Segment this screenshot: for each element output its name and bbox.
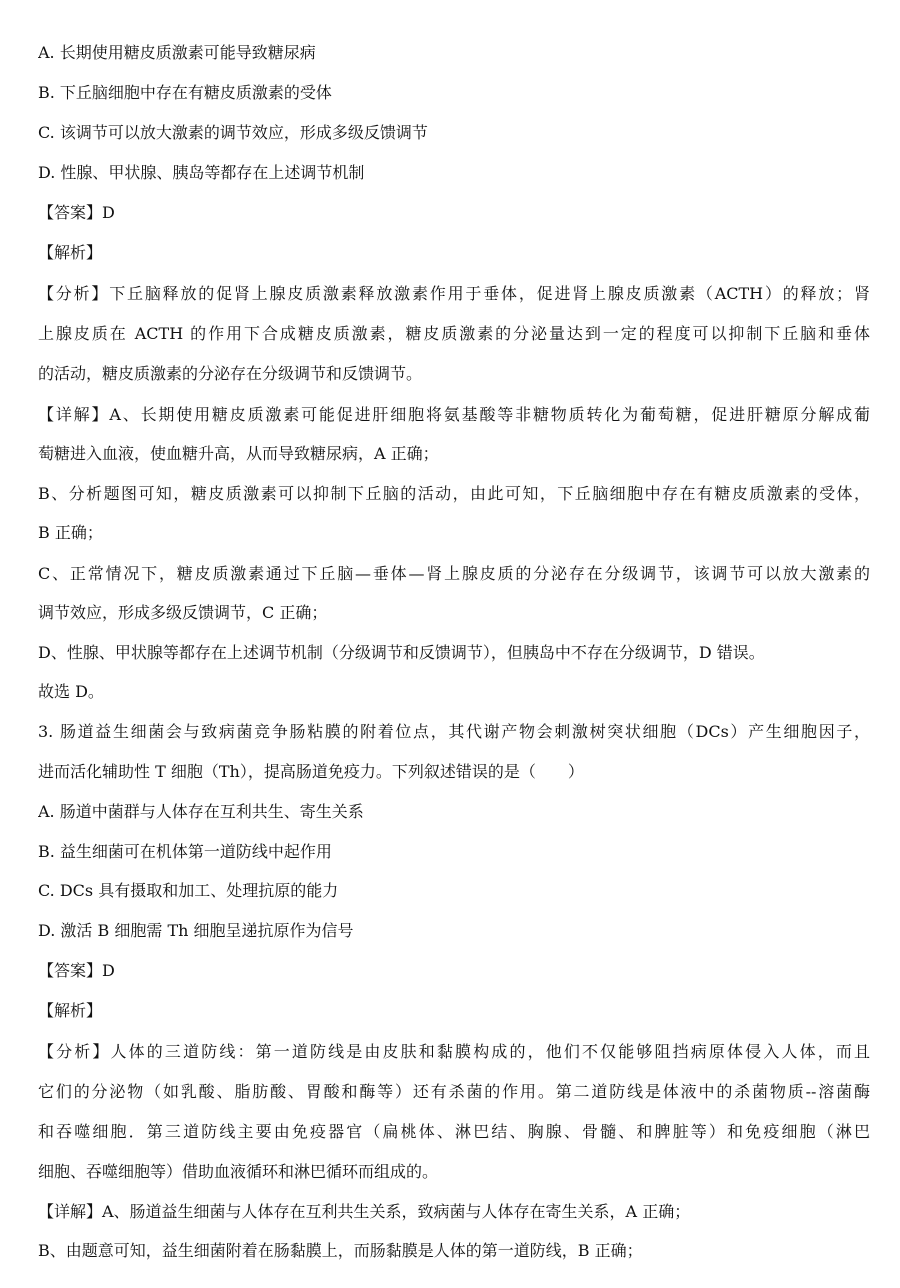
q3-fenxi-line-2: 它们的分泌物（如乳酸、脂肪酸、胃酸和酶等）还有杀菌的作用。第二道防线是体液中的杀菌物质--溶菌酶 (38, 1082, 870, 1101)
q2-xiangjie-line-3: B、分析题图可知，糖皮质激素可以抑制下丘脑的活动，由此可知，下丘脑细胞中存在有糖皮质激素的受体， (38, 484, 870, 503)
q2-xiangjie-line-7: D、性腺、甲状腺等都存在上述调节机制（分级调节和反馈调节），但胰岛中不存在分级调节，D 错误。 (38, 643, 765, 662)
q3-answer: 【答案】D (38, 961, 115, 980)
q2-fenxi-line-3: 的活动，糖皮质激素的分泌存在分级调节和反馈调节。 (38, 364, 423, 383)
q2-option-b: B. 下丘脑细胞中存在有糖皮质激素的受体 (38, 83, 332, 102)
q2-xiangjie-line-8: 故选 D。 (38, 682, 104, 701)
q3-analysis-header: 【解析】 (38, 1001, 103, 1020)
q2-fenxi-line-1: 【分析】下丘脑释放的促肾上腺皮质激素释放激素作用于垂体，促进肾上腺皮质激素（ACTH）的释放；肾 (38, 284, 870, 303)
q3-xiangjie-line-2: B、由题意可知，益生细菌附着在肠黏膜上，而肠黏膜是人体的第一道防线，B 正确； (38, 1241, 643, 1260)
q2-option-d: D. 性腺、甲状腺、胰岛等都存在上述调节机制 (38, 163, 365, 182)
q2-fenxi-line-2: 上腺皮质在 ACTH 的作用下合成糖皮质激素，糖皮质激素的分泌量达到一定的程度可以抑制下丘脑和垂体 (38, 324, 870, 343)
q3-fenxi-line-4: 细胞、吞噬细胞等）借助血液循环和淋巴循环而组成的。 (38, 1162, 439, 1181)
q2-option-c: C. 该调节可以放大激素的调节效应，形成多级反馈调节 (38, 123, 428, 142)
q3-fenxi-line-3: 和吞噬细胞．第三道防线主要由免疫器官（扁桃体、淋巴结、胸腺、骨髓、和脾脏等）和免疫细胞（淋巴 (38, 1122, 870, 1141)
q2-xiangjie-line-2: 萄糖进入血液，使血糖升高，从而导致糖尿病，A 正确； (38, 444, 439, 463)
q3-stem-line-1: 3. 肠道益生细菌会与致病菌竞争肠粘膜的附着位点，其代谢产物会刺激树突状细胞（DCs）产生细胞因子， (38, 722, 870, 741)
q3-option-c: C. DCs 具有摄取和加工、处理抗原的能力 (38, 881, 339, 900)
q2-xiangjie-line-1: 【详解】A、长期使用糖皮质激素可能促进肝细胞将氨基酸等非糖物质转化为葡萄糖，促进肝糖原分解成葡 (38, 405, 870, 424)
q2-xiangjie-line-4: B 正确； (38, 523, 103, 542)
q2-xiangjie-line-5: C、正常情况下，糖皮质激素通过下丘脑—垂体—肾上腺皮质的分泌存在分级调节，该调节可以放大激素的 (38, 564, 870, 583)
q2-xiangjie-line-6: 调节效应，形成多级反馈调节，C 正确； (38, 603, 328, 622)
q3-option-d: D. 激活 B 细胞需 Th 细胞呈递抗原作为信号 (38, 921, 354, 940)
q2-analysis-header: 【解析】 (38, 243, 103, 262)
q3-option-b: B. 益生细菌可在机体第一道防线中起作用 (38, 842, 332, 861)
q3-stem-line-2: 进而活化辅助性 T 细胞（Th），提高肠道免疫力。下列叙述错误的是（ ） (38, 762, 584, 781)
q2-option-a: A. 长期使用糖皮质激素可能导致糖尿病 (38, 43, 316, 62)
q3-option-a: A. 肠道中菌群与人体存在互利共生、寄生关系 (38, 802, 364, 821)
q3-fenxi-line-1: 【分析】人体的三道防线：第一道防线是由皮肤和黏膜构成的，他们不仅能够阻挡病原体侵入人体，而且 (38, 1042, 870, 1061)
q3-xiangjie-line-1: 【详解】A、肠道益生细菌与人体存在互利共生关系，致病菌与人体存在寄生关系，A 正确； (38, 1202, 691, 1221)
q2-answer: 【答案】D (38, 203, 115, 222)
